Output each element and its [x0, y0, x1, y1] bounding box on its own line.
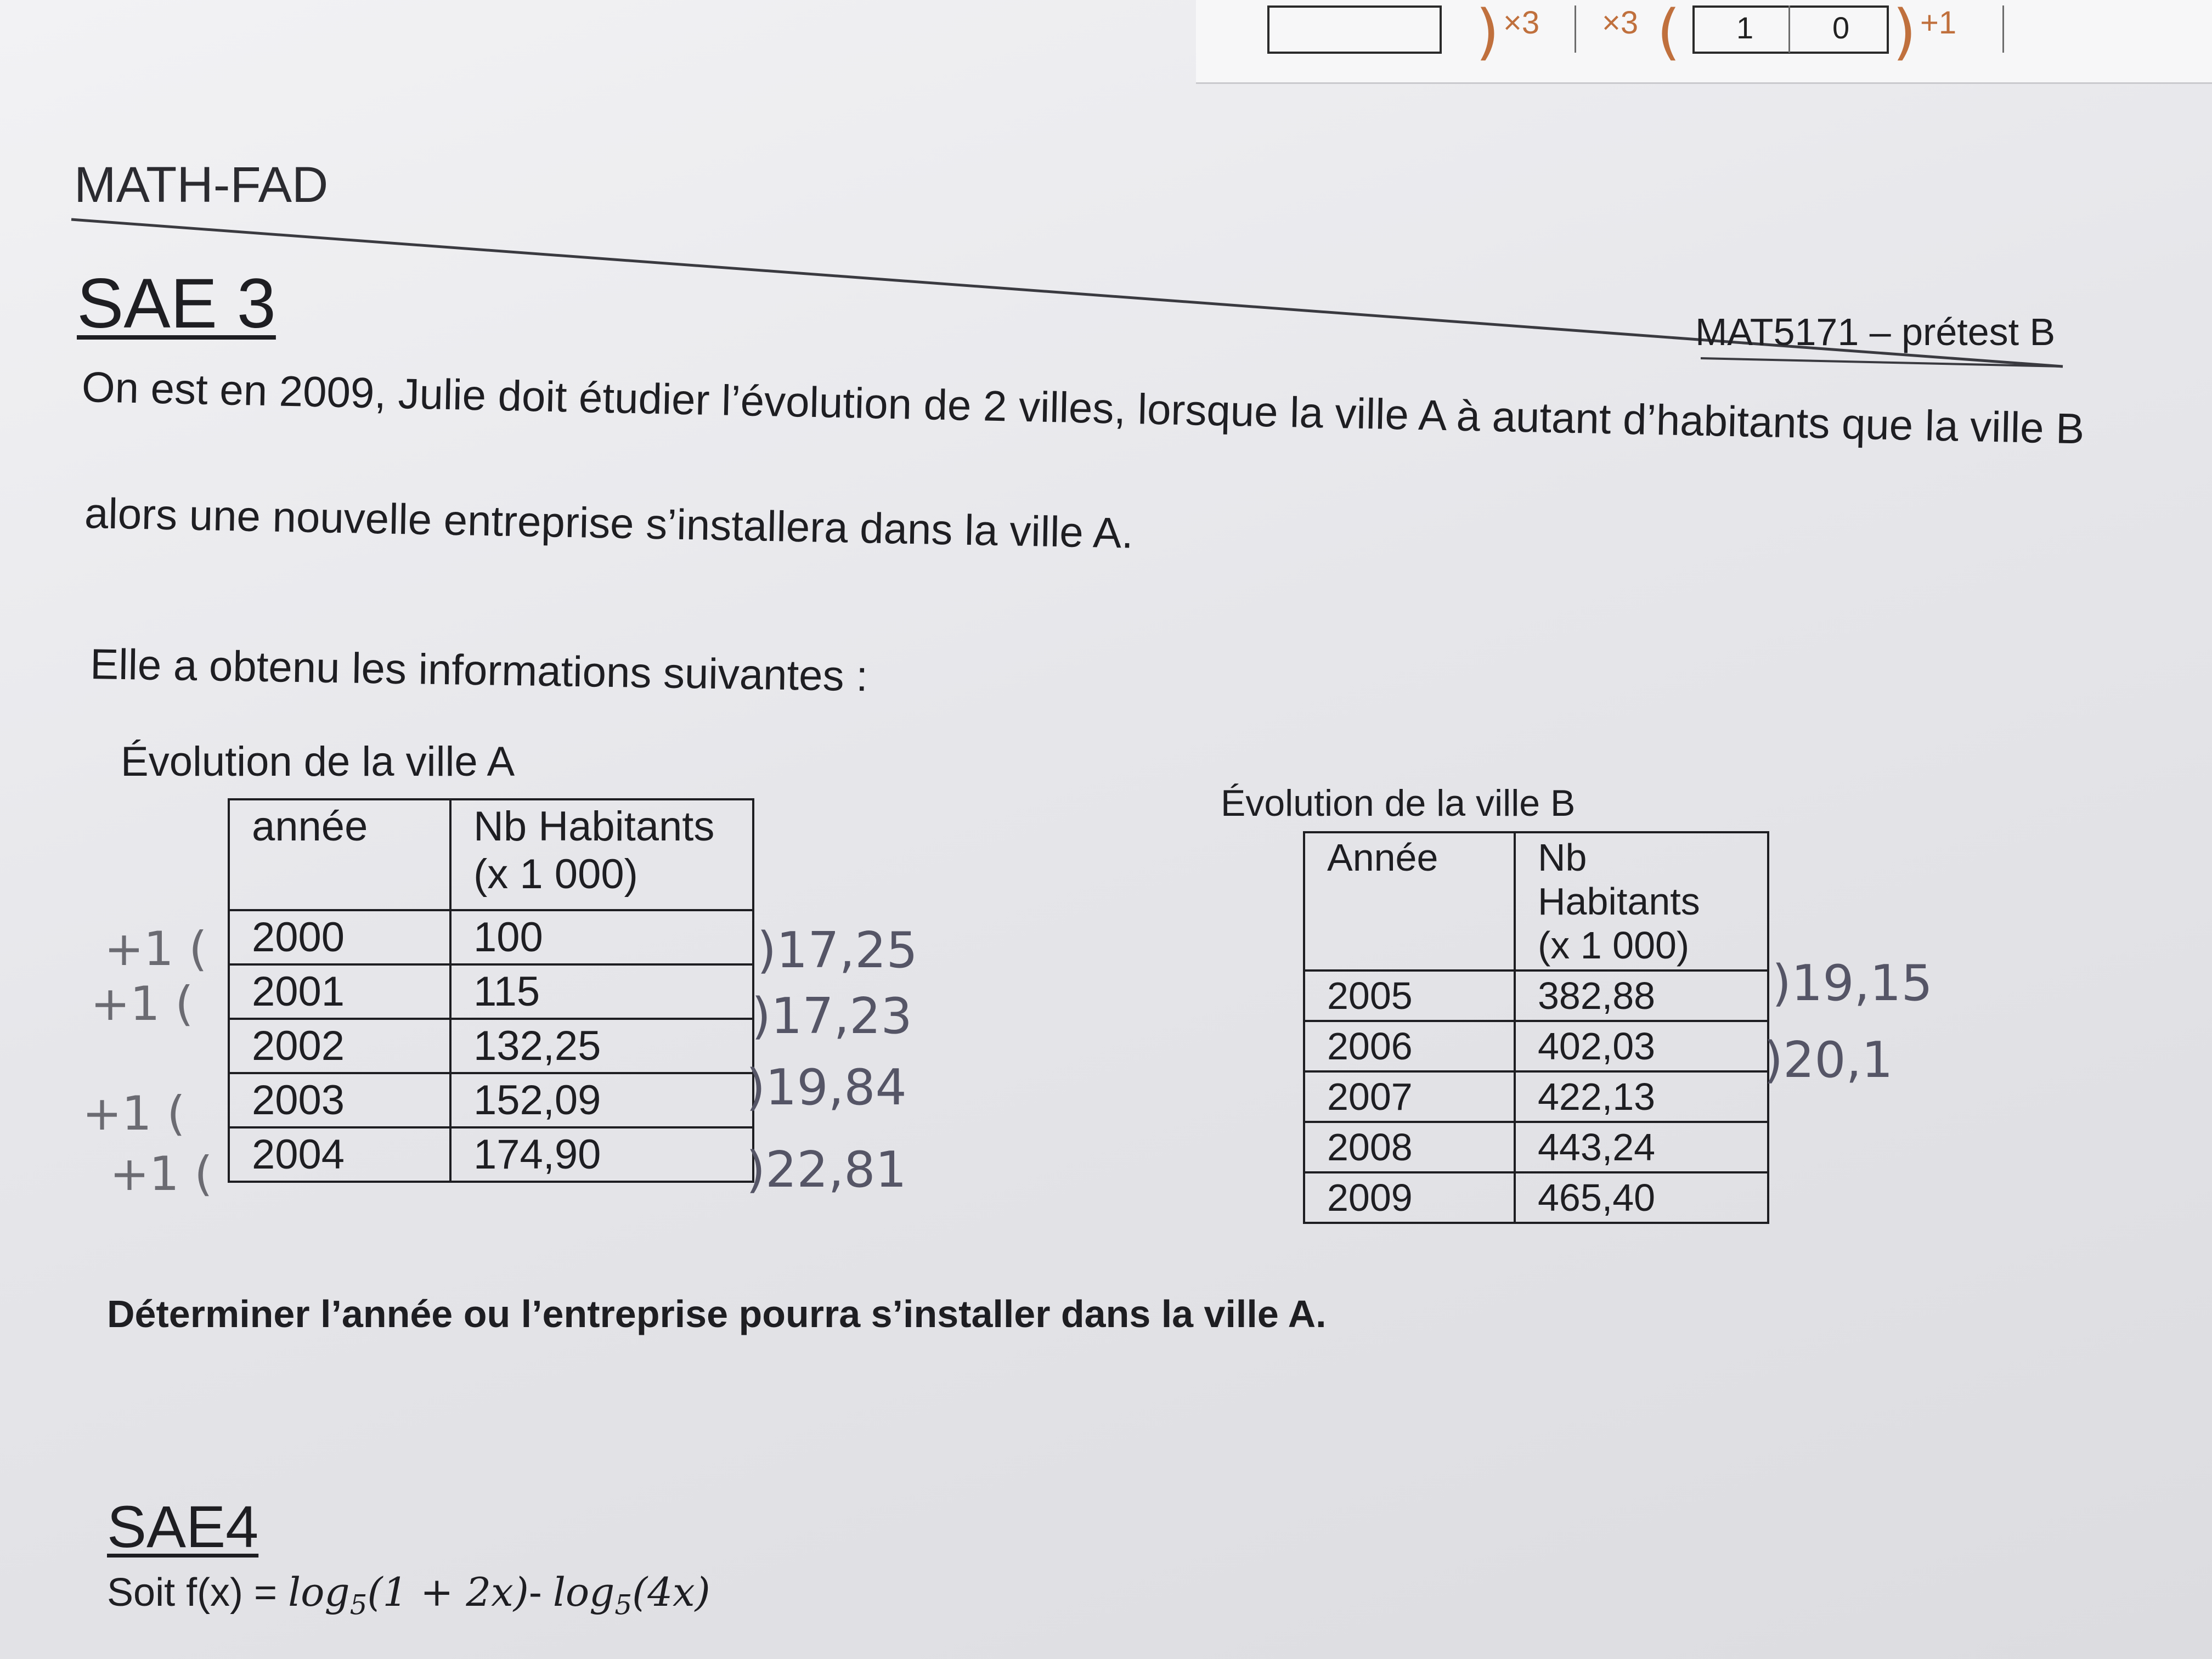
table-row	[1304, 1071, 1768, 1122]
year-cell: 2000	[229, 910, 450, 964]
year-cell: 2002	[229, 1019, 450, 1073]
table-header-row	[229, 799, 753, 910]
handwritten-diff-b-1: )19,15	[1772, 955, 1933, 1012]
handwritten-diff-a-2: )17,23	[752, 988, 912, 1045]
year-cell: 2005	[1304, 970, 1515, 1021]
strip-paren-close: )	[1893, 0, 1916, 67]
table-row	[1304, 1021, 1768, 1071]
header-pop-line2: (x 1 000)	[1538, 924, 1690, 967]
intro-line-2: alors une nouvelle entreprise s’installera dans la ville A.	[84, 488, 1134, 557]
table-row	[229, 964, 753, 1019]
header-pop-line1: Nb Habitants	[473, 803, 715, 850]
handwritten-diff-a-1: )17,25	[757, 922, 918, 979]
sae3-question: Déterminer l’année ou l’entreprise pourra s’installer dans la ville A.	[107, 1293, 1327, 1335]
header-pop-line2: (x 1 000)	[473, 851, 638, 898]
table-row	[229, 1127, 753, 1182]
header-cell-year	[1304, 832, 1515, 970]
formula-log-1: log	[288, 1569, 350, 1615]
sae3-title: SAE 3	[77, 264, 276, 343]
table-row	[1304, 1172, 1768, 1223]
header-cell-year	[229, 799, 450, 910]
header-cell-pop	[1515, 832, 1768, 970]
value-cell: 115	[450, 964, 753, 1019]
formula-prefix: Soit f(x) =	[107, 1571, 289, 1615]
formula-arg-1: (1 + 2x)	[367, 1569, 529, 1615]
header-year-label: année	[252, 803, 368, 850]
header-year-label: Année	[1327, 836, 1438, 879]
handwritten-diff-a-4: )22,81	[746, 1141, 907, 1199]
strip-cell-2: 0	[1832, 10, 1850, 45]
table-a-title: Évolution de la ville A	[121, 738, 515, 785]
formula-minus: -	[528, 1571, 553, 1615]
value-cell: 382,88	[1515, 970, 1768, 1021]
header-pop-line1: Nb Habitants	[1538, 836, 1700, 923]
formula-base-1: 5	[349, 1589, 368, 1621]
year-cell: 2009	[1304, 1172, 1515, 1223]
program-name: MATH-FAD	[74, 157, 329, 213]
table-b-title: Évolution de la ville B	[1221, 782, 1576, 824]
intro-line-1: On est en 2009, Julie doit étudier l’évolution de 2 villes, lorsque la ville A à autant d’habitants que la ville B	[81, 362, 2085, 453]
year-cell: 2001	[229, 964, 450, 1019]
strip-op-3: +1	[1920, 5, 1957, 41]
table-row	[1304, 1122, 1768, 1172]
handwritten-plus-1: +1 (	[104, 922, 207, 977]
table-row	[229, 1073, 753, 1127]
value-cell: 443,24	[1515, 1122, 1768, 1172]
value-cell: 100	[450, 910, 753, 964]
value-cell: 402,03	[1515, 1021, 1768, 1071]
year-cell: 2006	[1304, 1021, 1515, 1071]
strip-op-2: ×3	[1602, 5, 1639, 41]
formula-arg-2: (4x)	[632, 1569, 710, 1615]
value-cell: 465,40	[1515, 1172, 1768, 1223]
handwritten-plus-2: +1 (	[91, 977, 194, 1031]
formula-base-2: 5	[614, 1589, 633, 1621]
value-cell: 174,90	[450, 1127, 753, 1182]
table-city-a	[228, 798, 754, 1183]
table-row	[1304, 970, 1768, 1021]
formula-log-2: log	[552, 1569, 615, 1615]
strip-op-1: ×3	[1503, 5, 1540, 41]
year-cell: 2007	[1304, 1071, 1515, 1122]
year-cell: 2008	[1304, 1122, 1515, 1172]
handwritten-diff-a-3: )19,84	[746, 1059, 907, 1116]
table-city-b	[1303, 831, 1769, 1224]
course-code: MAT5171 – prétest B	[1695, 311, 2056, 353]
table-row	[229, 910, 753, 964]
handwritten-plus-3: +1 (	[82, 1086, 185, 1141]
strip-paren-open: (	[1657, 0, 1680, 67]
value-cell: 132,25	[450, 1019, 753, 1073]
strip-paren-left: )	[1476, 0, 1499, 67]
handwritten-diff-b-2: )20,1	[1764, 1031, 1893, 1089]
info-line: Elle a obtenu les informations suivantes :	[89, 639, 868, 701]
table-row	[229, 1019, 753, 1073]
year-cell: 2004	[229, 1127, 450, 1182]
strip-cell-1: 1	[1736, 10, 1754, 45]
table-header-row	[1304, 832, 1768, 970]
header-cell-pop	[450, 799, 753, 910]
sae4-formula	[107, 1569, 710, 1621]
year-cell: 2003	[229, 1073, 450, 1127]
sae4-title: SAE4	[107, 1493, 259, 1560]
handwritten-plus-4: +1 (	[110, 1147, 213, 1201]
value-cell: 152,09	[450, 1073, 753, 1127]
value-cell: 422,13	[1515, 1071, 1768, 1122]
